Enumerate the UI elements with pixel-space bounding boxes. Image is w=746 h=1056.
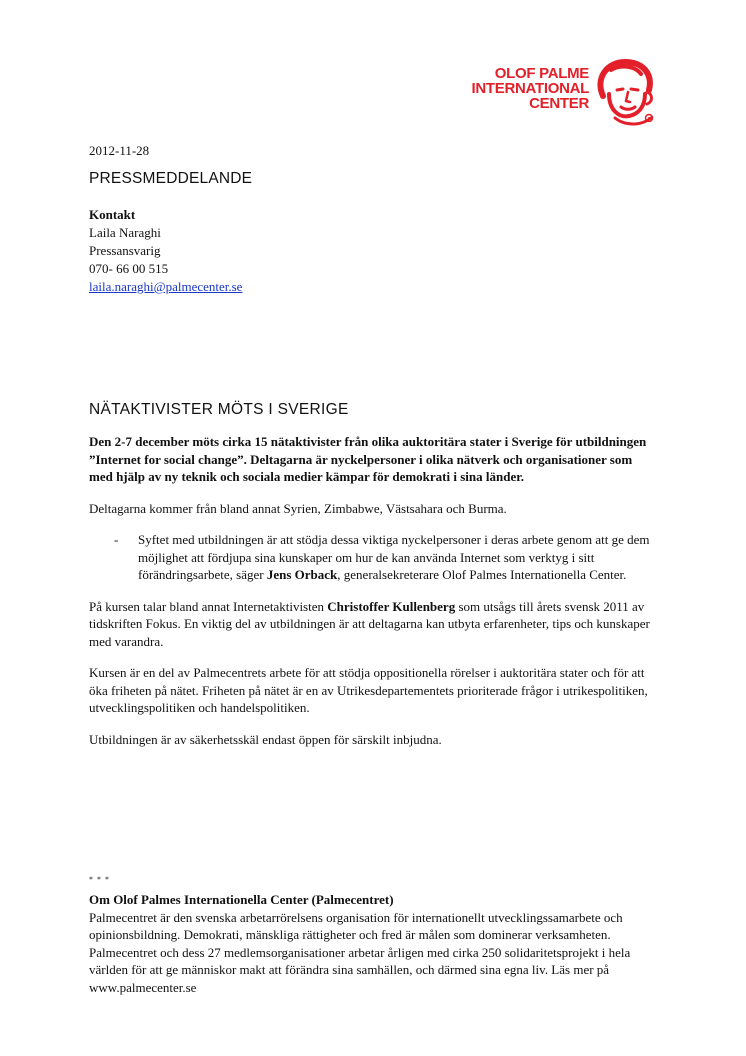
quote-speaker-name: Jens Orback [266, 567, 338, 582]
logo-text-line-3: CENTER [529, 95, 589, 112]
quote-text-end: , generalsekreterare Olof Palmes Internationella Center. [337, 567, 627, 582]
quote-paragraph [89, 531, 654, 584]
paragraph-participants: Deltagarna kommer från bland annat Syrien, Zimbabwe, Västsahara och Burma. [89, 500, 507, 516]
organization-logo [463, 52, 663, 132]
speakers-text-end: som utsågs till årets svensk 2011 av tidskriften Fokus. En viktig del av utbildningen är att deltagarna kan utbyta erfarenheter, tips och kunskaper med varandra. [89, 598, 650, 649]
contact-heading: Kontakt [89, 207, 136, 222]
quote-dash: - [114, 532, 119, 547]
paragraph-speakers [89, 598, 654, 651]
speaker-name: Christoffer Kullenberg [327, 598, 456, 614]
about-heading: Om Olof Palmes Internationella Center (Palmecentret) [89, 892, 394, 907]
document-type: PRESSMEDDELANDE [89, 170, 253, 187]
olof-palme-portrait-logo-icon [585, 56, 663, 128]
quote-text-start: Syftet med utbildningen är att stödja dessa viktiga nyckelpersoner i deras arbete genom att ge dem möjlighet att fördjupa sina kunskaper om hur de kan använda Internet som verktyg i sitt förändringsarbete, säger [138, 532, 650, 582]
press-release-body [89, 433, 654, 762]
lead-paragraph: Den 2-7 december möts cirka 15 nätaktivister från olika auktoritära stater i Sverige för utbildningen ”Internet for social change”. Deltagarna är nyckelpersoner i olika nätverk och organisationer som med hjälp av ny teknik och sociala medier kämpar för demokrati i sina länder. [89, 434, 647, 484]
paragraph-course-context: Kursen är en del av Palmecentrets arbete för att stödja oppositionella rörelser i auktoritära stater och för att öka friheten på nätet. Friheten på nätet är en av Utrikesdepartementets prioriterade frågor i utrikespolitiken, utvecklingspolitiken och handelspolitiken. [89, 665, 648, 715]
document-date: 2012-11-28 [89, 143, 150, 158]
contact-phone: 070- 66 00 515 [89, 261, 169, 276]
about-section [89, 875, 654, 996]
contact-role: Pressansvarig [89, 243, 161, 258]
logo-text-line-1: OLOF PALME [494, 65, 589, 82]
press-release-headline: NÄTAKTIVISTER MÖTS I SVERIGE [89, 401, 349, 418]
section-separator: * * * [89, 875, 110, 884]
contact-email-link[interactable]: laila.naraghi@palmecenter.se [89, 279, 243, 294]
contact-name: Laila Naraghi [89, 225, 161, 240]
paragraph-security: Utbildningen är av säkerhetsskäl endast öppen för särskilt inbjudna. [89, 731, 442, 747]
logo-text-line-2: INTERNATIONAL [471, 80, 589, 97]
contact-block [89, 206, 242, 296]
about-text: Palmecentret är den svenska arbetarrörelsens organisation för internationellt utvecklingssamarbete och opinionsbildning. Demokrati, mänskliga rättigheter och fred är målen som dominerar verksamheten. Palmecentret och dess 27 medlemsorganisationer arbetar årligen med cirka 250 solidaritetsprojekt i hela världen för att ge människor makt att förändra sina samhällen, och därmed sina egna liv. Läs mer på www.palmecenter.se [89, 909, 631, 995]
speakers-text-start: På kursen talar bland annat Internetaktivisten [89, 598, 328, 614]
